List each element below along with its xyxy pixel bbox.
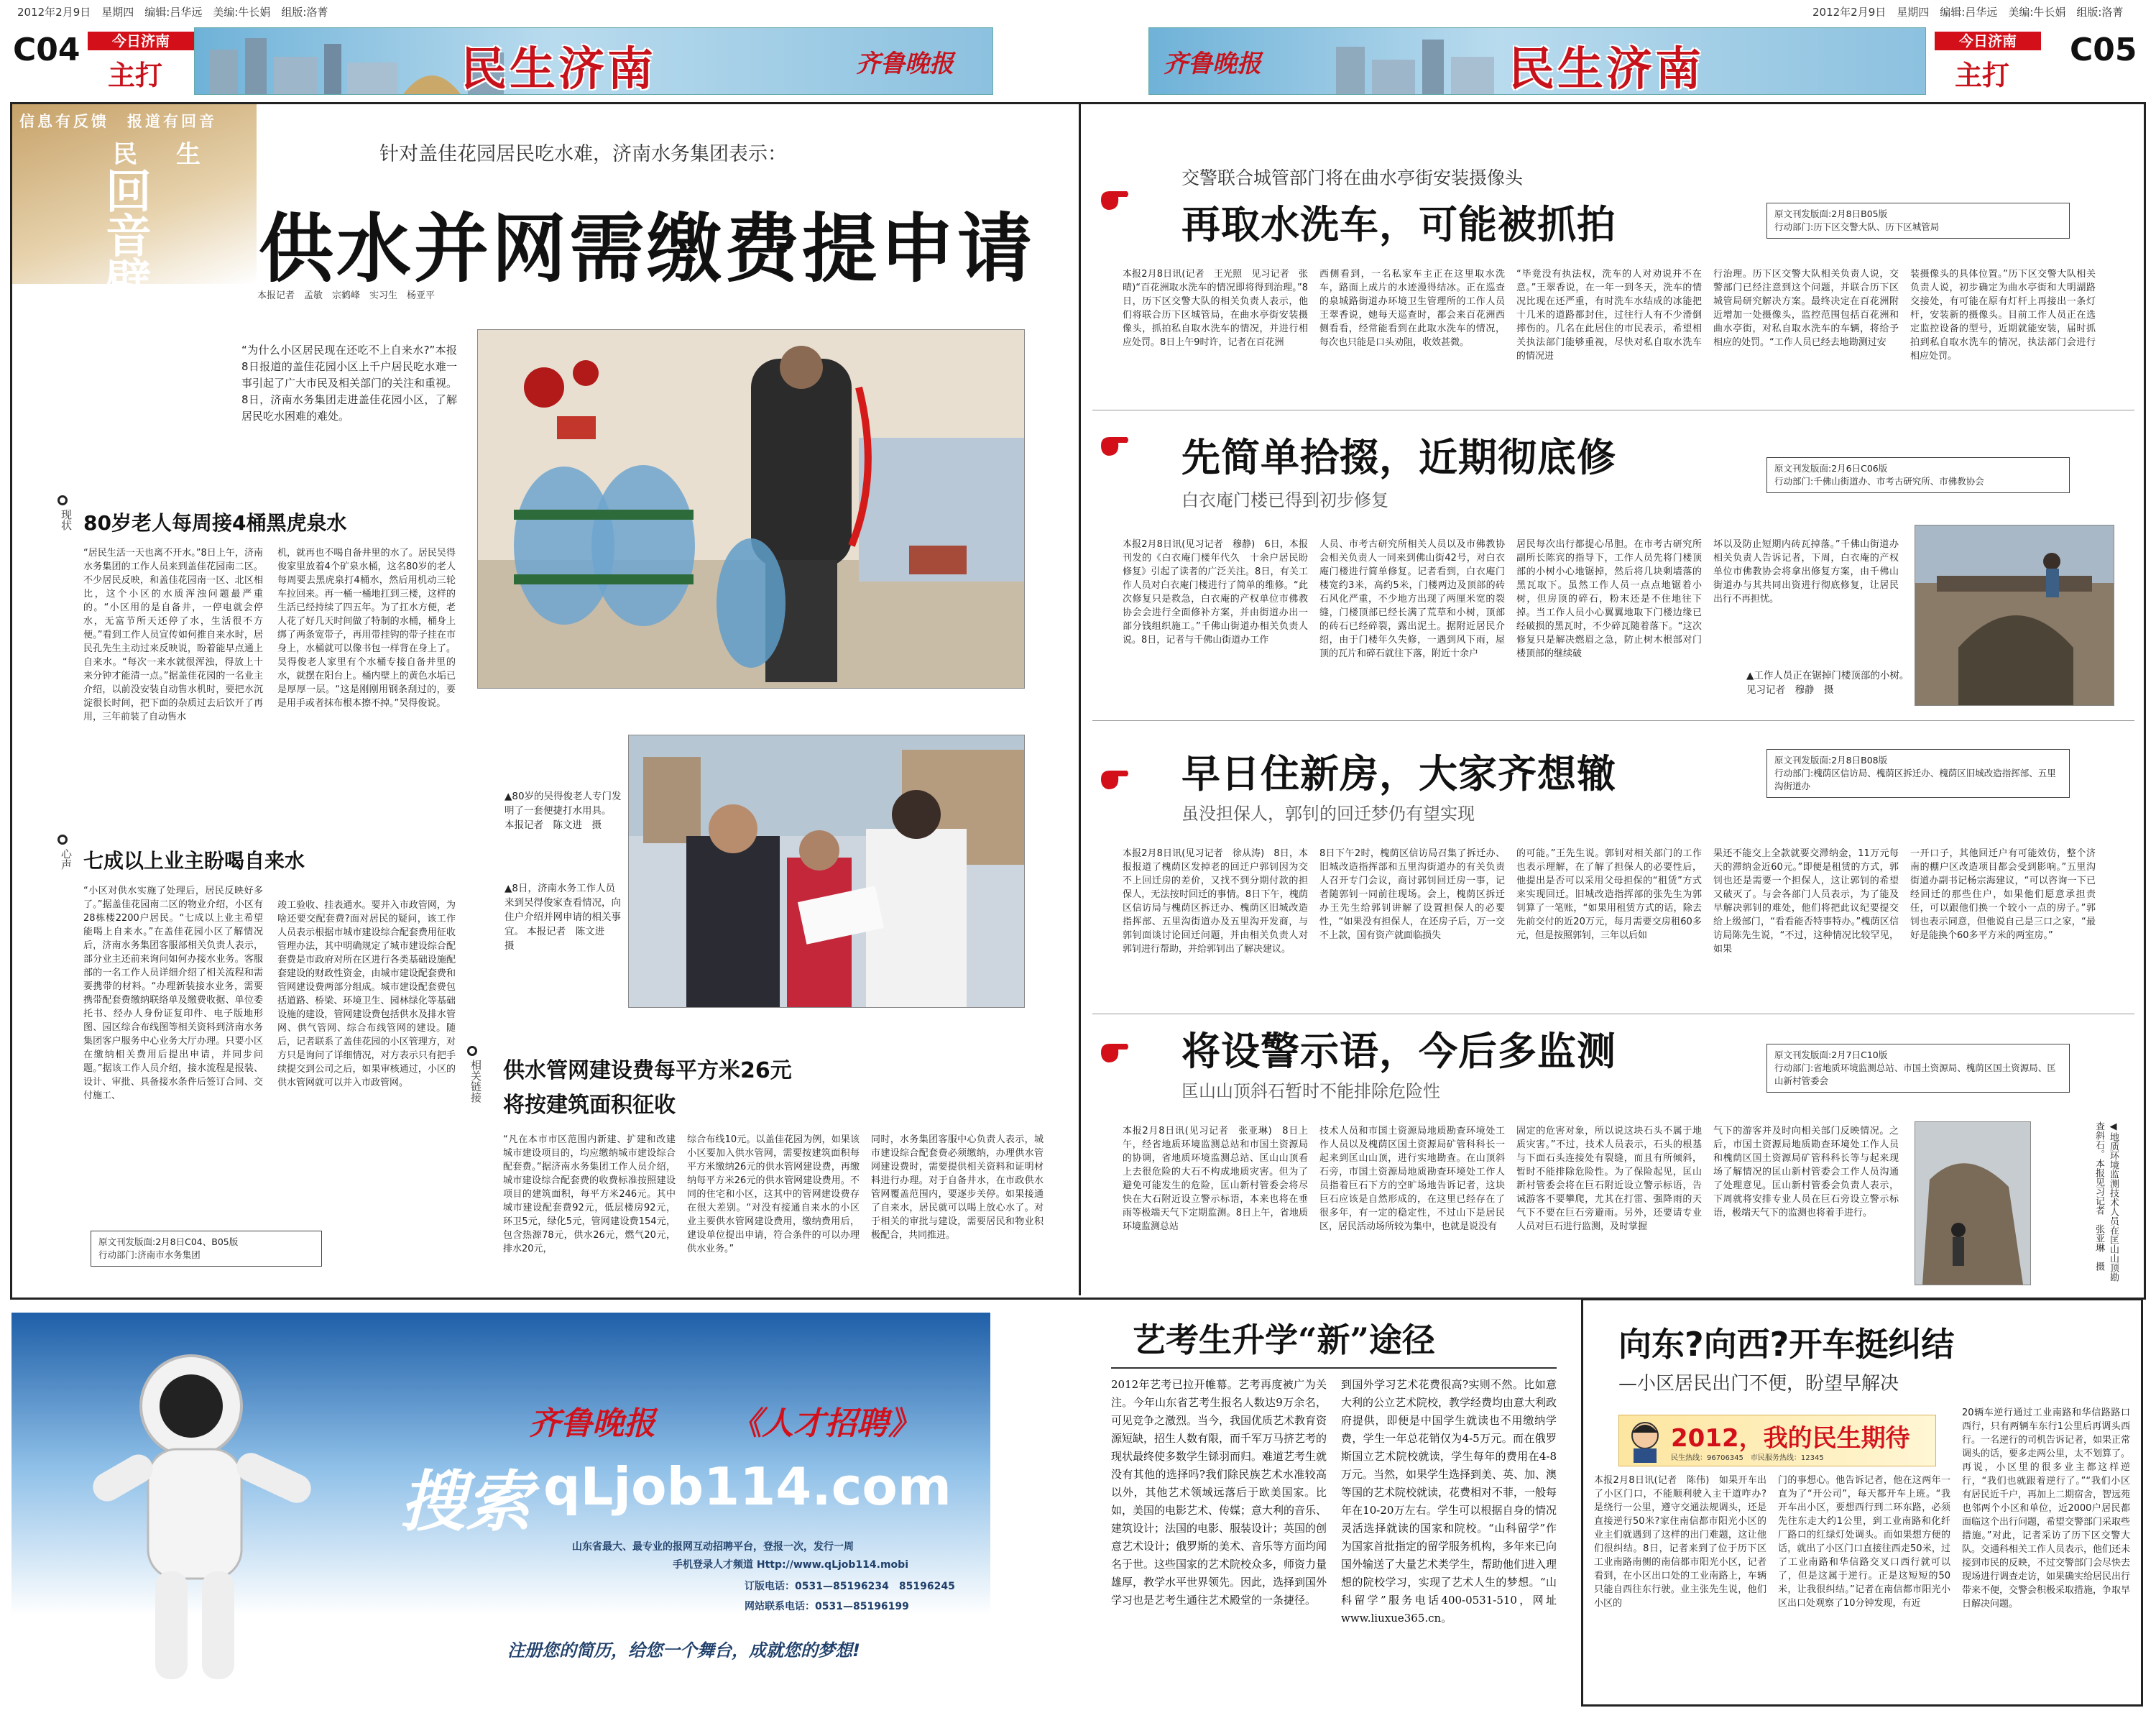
story-d-body-3: 固定的危害对象，所以说这块石头不属于地质灾害。”不过，技术人员表示，石头的根基与下面石头连接处有裂缝，而且有所倾斜，暂时不能排除危险性。为了保险起见，匡山新村管委会将在巨石附近设立警示标语，告诫游客不要攀爬，尤其在打雷、强降雨的天气下不要在巨石旁避雨。另外，还要请专业人员对巨石进行监测，及时掌握	[1516, 1126, 1702, 1232]
story-d-body-1: 本报2月8日讯(见习记者 张亚琳) 8日上午，经省地质环境监测总站和市国土资源局的协调，省地质环境监测总站、匡山山顶看上去很危险的大石不构成地质灾害。但为了避免可能发生的危险，匡山新村管委会将尽快在大石附近设立警示标语，本来也将在垂雨等极端天气下定期监测。8日上午，省地质环境监测总站	[1123, 1126, 1308, 1232]
story-b-body-1: 本报2月8日讯(见习记者 穆静) 6日，本报刊发的《白衣庵门楼年代久 十余户居民盼修复》引起了读者的广泛关注。8日，有关工作人员对白衣庵门楼进行了简单的维修。“此次修复只是救急，白衣庵的产权单位市佛教协会会进行全面修补方案，并由街道办出一部分钱组织施工。”千佛山街道办相关负责人说。8日，记者与千佛山街道办工作	[1123, 539, 1308, 646]
lead-byline: 本报记者 孟敏 宗鹤峰 实习生 杨亚平	[257, 290, 436, 301]
left-section-tag: 今日济南	[88, 32, 194, 50]
story-c-body-4: 果还不能交上全款就要交滞纳金，11万元每天的滞纳金近60元。”即便是租赁的方式，郭钊也还是需要一个担保人，这让郭钊的希望又破灭了。与会各部门人员表示，为了能及早解决郭钊的难处，他们将把此议纪要提交给上级部门，“看看能否特事特办。”槐荫区信访局陈先生说，“不过，这种情况比较罕见，如果	[1713, 848, 1899, 955]
story-c-source: 原文刊发版面:2月8日B08版 行动部门:槐荫区信访局、槐荫区拆迁办、槐荫区旧城改造指挥部、五里沟街道办	[1766, 749, 2070, 798]
gate-repair-photo	[1915, 525, 2114, 705]
story-c-body-2: 8日下午2时，槐荫区信访局召集了拆迁办、旧城改造指挥部和五里沟街道办的有关负责人召开专门会议，商讨郭钊回迁房一事，记者随郭钊一同前往现场。会上，槐荫区拆迁办王先生给郭钊讲解了设置担保人的必要性，“如果没有担保人，在还房子后，万一交不上款，国有资产就面临损失	[1319, 848, 1505, 941]
section1-body-b: 机，就再也不喝自备井里的水了。居民吴得俊家里放着4个矿泉水桶，这名80岁的老人每周要去黑虎泉打4桶水，然后用机动三轮车拉回来。再一桶一桶地扛到三楼，这样的生活已经持续了四五年。为了扛水方便，老人花了好几天时间做了特制的水桶，桶身上绑了两条宽带子，再用带挂钩的带子挂在市身上，水桶就可以像书包一样背在身上了。吴得俊老人家里有个水桶专接自备井里的水，就摆在阳台上。桶内壁上的黄色水垢已是厚厚一层。“这是刚刚用钢条刮过的，要是用手或者抹布根本擦不掉。”吴得俊说。	[277, 548, 456, 709]
story-d-body-4: 气下的游客并及时向相关部门反映情况。之后，市国土资源局地质勘查环境处工作人员和槐荫区国土资源局矿管科科长等与起来现场了解情况的匡山新村管委会工作人员沟通了处理意见。匡山新村管委会负责人表示，下周就将安排专业人员在巨石旁设立警示标语，极端天气下的监测也将着手进行。	[1713, 1126, 1899, 1218]
left-zhuda: 主打	[108, 60, 163, 91]
lead-source-box: 原文刊发版面:2月8日C04、B05版 行动部门:济南市水务集团	[91, 1231, 322, 1267]
right-logo: 齐鲁晚报	[1164, 50, 1261, 78]
section2-title: 七成以上业主盼喝自来水	[83, 849, 305, 873]
story-e-headline: 艺考生升学“新”途径	[1133, 1321, 1435, 1359]
column-title-a: 民 生	[113, 140, 208, 169]
ad-brand-sub: 《人才招聘》	[730, 1405, 920, 1442]
story-f-badge	[1618, 1415, 1936, 1466]
story-f-body-2: 门的事想心。他告诉记者，他在这两年一直为了“开公司”，每天都开车上班。“我开车出小区，要想西行到二环东路，必须先往东走大约1公里，到工业南路和化纤厂路口的红绿灯处调头。而如果想方便的话，就出了小区门口直接往西走50米，过了工业南路和华信路交叉口西行就可以了，但是这属于逆行。正是这短短的50米，让我很纠结。”记者在南信都市阳光小区出口处观察了10分钟发现，有近	[1778, 1475, 1950, 1609]
lead-kicker: 针对盖佳花园居民吃水难，济南水务集团表示：	[379, 143, 787, 165]
story-f-headline: 向东?向西?开车挺纠结	[1618, 1325, 1955, 1364]
ad-domain[interactable]: qLjob114.com	[543, 1456, 952, 1517]
recruit-ad[interactable]	[11, 1313, 990, 1701]
left-logo: 齐鲁晚报	[856, 50, 954, 78]
story-b-body-2: 人员、市考古研究所相关人员以及市佛教协会相关负责人一同来到佛山街42号，对白衣庵门楼进行简单修复。记者看到，白衣庵门楼宽约3米，高约5米，门楼两边及顶部的砖石风化严重，不少地方出现了两厘米宽的裂缝，门楼顶部已经长满了荒草和小树，顶部的砖石已经碎裂，露出泥土。据附近居民介绍，由于门楼年久失修，一遇到风下雨，屋顶的瓦片和碎石就往下落，附近十余户	[1319, 539, 1505, 659]
right-page-number: C05	[2070, 32, 2137, 68]
photo1-caption: ▲80岁的吴得俊老人专门发明了一套便捷打水用具。 本报记者 陈文进 摄	[505, 791, 622, 831]
story-a-body-5: 装摄像头的具体位置。”历下区交警大队相关负责人说，初步确定为曲水亭街和大明湖路交接处，有可能在原有灯杆上再接出一条灯杆，安装新的摄像头。目前工作人员正在选定监控设备的型号，近期就能安装，届时抓拍到私自取水洗车的情况，执法部门会进行相应处罚。	[1910, 269, 2096, 362]
story-a-source: 原文刊发版面:2月8日B05版 行动部门:历下区交警大队、历下区城管局	[1766, 203, 2070, 239]
left-page-number: C04	[13, 32, 80, 68]
section1-marker	[57, 495, 68, 508]
story-d-headline: 将设警示语，今后多监测	[1181, 1029, 1616, 1074]
page-gutter	[1079, 104, 1081, 1295]
story-a-body-4: 行治理。历下区交警大队相关负责人说，交警部门已经注意到这个问题，并联合历下区城管局研究解决方案。最终决定在百花洲附近增加一处摄像头，监控范围包括百花洲和曲水亭街，对私自取水洗车的车辆，将给予相应的处罚。“工作人员已经去地勘测过安	[1713, 269, 1899, 348]
story-e-col-1: 2012年艺考已拉开帷幕。艺考再度被广为关注。今年山东省艺考生报名人数达9万余名，可见竞争之激烈。当今，我国优质艺术教育资源短缺，招生人数有限，而千军万马挤艺考的现状最终使多数学生铩羽而归。难道艺考生就没有其他的选择吗?我们除民族艺术水准较高以外，其他艺术领域远落后于欧美国家。比如，美国的电影艺术、传媒；意大利的音乐、建筑设计；法国的电影、服装设计；英国的创意艺术设计；俄罗斯的美术、音乐等方面均闻名于世。这些国家的艺术院校众多，师资力量雄厚，教学水平世界领先。因此，选择到国外学习也是艺考生通往艺术殿堂的一条捷径。	[1111, 1378, 1327, 1607]
right-header-meta: 2012年2月9日 星期四 编辑:吕华远 美编:牛长娟 组版:洛菁	[1812, 6, 2124, 19]
section1-title: 80岁老人每周接4桶黑虎泉水	[83, 511, 347, 535]
ad-line-1: 山东省最大、最专业的报网互动招聘平台，登报一次，发行一周	[572, 1541, 854, 1553]
astronaut-graphic	[11, 1313, 414, 1701]
story-c-body-3: 的可能。”王先生说。郭钊对相关部门的工作也表示理解，在了解了担保人的必要性后，他提出是否可以采用父母担保的“租赁”方式来实现回迁。旧城改造指挥部的张先生为郭钊算了一笔账，“如果用租赁方式的话，除去先前交付的近20万元，每月需要交房租60多元，但是按照郭钊，三年以后如	[1516, 848, 1702, 941]
related-body-c: 同时，水务集团客服中心负责人表示，城市建设综合配套费必须缴纳，办理供水管网建设费时，需要提供相关资料和证明材料进行办理。对于自备井水，在市政供水管网覆盖范围内，要逐步关停。如果接通了自来水，居民就可以喝上放心水了。对于相关的审批与建设，需要居民和物业积极配合，共同推进。	[871, 1134, 1044, 1241]
skyline-graphic-right	[1329, 28, 1501, 94]
related-label: 相关链接	[469, 1060, 482, 1103]
art-exam-article	[1111, 1308, 1565, 1696]
story-b-subhead: 白衣庵门楼已得到初步修复	[1181, 490, 1388, 510]
story-d-photo	[1915, 1121, 2031, 1285]
mountain-rock-photo	[1915, 1122, 2030, 1285]
related-body-a: “凡在本市市区范围内新建、扩建和改建城市建设项目的，均应缴纳城市建设综合配套费。”据济南水务集团工作人员介绍，城市建设综合配套费的收费标准按照建设项目的建筑面积，每平方米246元。其中城市建设配套费92元，低层楼房92元，环卫5元，绿化5元，管网建设费154元，包含热源78元，供水26元，燃气20元，排水20元，	[503, 1134, 676, 1254]
story-a-body-3: “毕竟没有执法权，洗车的人对劝说并不在意。”王翠香说，在一年一到冬天，洗车的情况比现在还严重，有时洗车水结成的冰能把十几米的道路都封住，过往行人有不少滑倒摔伤的。几名在此居住的市民表示，希望相关执法部门能够重视，尽快对私自取水洗车的情况进	[1516, 269, 1702, 362]
left-banner-title: 民生济南	[461, 42, 656, 96]
lead-photo-1	[477, 329, 1025, 689]
divider	[1111, 1367, 1557, 1369]
story-f-badge-title: 2012，我的民生期待	[1671, 1424, 1910, 1453]
ad-line-4: 网站联系电话：0531—85196199	[745, 1601, 909, 1612]
bullet-icon	[467, 1046, 477, 1056]
lead-headline: 供水并网需缴费提申请	[259, 205, 1036, 293]
story-f-badge-phone: 民生热线：96706345 市民服务热线：12345	[1671, 1454, 1824, 1462]
related-title-b: 将按建筑面积征收	[503, 1093, 676, 1118]
story-a-body-1: 本报2月8日讯(记者 王光照 见习记者 张晴)“百花洲取水洗车的情况即将得到治理。”8日，历下区交警大队的相关负责人表示，他们将联合历下区城管局，在曲水亭街安装摄像头，抓拍私自取水洗车的情况，并进行相应处罚。8日上午9时许，记者在百花洲	[1123, 269, 1308, 348]
pointing-hand-icon	[1098, 1038, 1131, 1067]
story-f-body-1: 本报2月8日讯(记者 陈伟) 如果开车出了小区门口，不能顺利驶入主干道咋办?是绕行一公里，遵守交通法规调头，还是直接逆行50米?家住南信都市阳光小区的业主们就遇到了这样的出门难题，这让他们很纠结。8日，记者来到了位于历下区工业南路南侧的南信都市阳光小区，记者看到，在小区出口处的工业南路上，车辆只能自西往东行驶。业主张先生说，他们小区的	[1594, 1475, 1766, 1609]
story-a-body-2: 西侧看到，一名私家车主正在这里取水洗车，路面上成片的水迹漫得结冰。正在巡查的泉城路街道办环境卫生管理所的工作人员王翠香说，她每天巡查时，都会来百花洲西侧看看，经常能看到在此取水洗车的情况，每次也只能是口头劝阻，收效甚微。	[1319, 269, 1505, 348]
section1-body-a: “居民生活一天也离不开水。”8日上午，济南水务集团的工作人员来到盖佳花园南二区。不少居民反映，和盖佳花园南一区、北区相比，这个小区的水质浑浊问题最严重的。“小区用的是自备井，一停电就会停水，无富节所天还停了水，生活很不方便。”看到工作人员宣传如何推自来水时，居民孔先生主动过来反映说，盼着能早点通上自来水。“每次一来水就很浑浊，得放上十来分钟才能清一点。”据盖佳花园的一名业主介绍，以前没安装自动售水机时，要把水沉淀很长时间，把下面的杂质过去后饮开了再用，三年前装了自动售水	[83, 548, 263, 722]
right-zhuda: 主打	[1955, 60, 2010, 91]
lead-photo-2	[628, 735, 1025, 1008]
story-b-photo	[1915, 525, 2114, 706]
section2-body-b: 竣工验收、挂表通水。要并入市政管网，为啥还要交配套费?面对居民的疑问，该工作人员表示根据市城市建设综合配套费用征收管理办法，其中明确规定了城市建设综合配套费是市政府对所在区进行各类基础设施配套建设的财政性资金，由城市建设配套费和管网建设费两部分组成。城市建设配套费包括道路、桥梁、环境卫生、园林绿化等基础设施的建设，管网建设费包括供水及排水管网、供气管网、综合布线管网的建设。随后，记者联系了盖佳花园的小区管理方，对方只是询问了详细情况，对方表示只有把手续提交到公司之后，如果审核通过，小区的供水管网就可以并入市政管网。	[277, 900, 456, 1088]
left-header-meta: 2012年2月9日 星期四 编辑:吕华远 美编:牛长娟 组版:洛菁	[17, 6, 328, 19]
ad-line-3: 订版电话：0531—85196234 85196245	[745, 1581, 955, 1592]
pointing-hand-icon	[1098, 185, 1131, 214]
story-b-source: 原文刊发版面:2月6日C06版 行动部门:千佛山街道办、市考古研究所、市佛教协会	[1766, 457, 2070, 493]
related-title-a: 供水管网建设费每平方米26元	[503, 1058, 792, 1083]
story-b-caption: ▲工作人员正在锯掉门楼顶部的小树。 见习记者 穆静 摄	[1746, 670, 1915, 696]
right-banner-title: 民生济南	[1508, 42, 1704, 96]
related-body-b: 综合布线10元。以盖佳花园为例，如果该小区要加入供水管网，需要按建筑面积每平方米缴纳26元的供水管网建设费，再缴纳每平方米26元的供水管网建设费用。不同的住宅和小区，这其中的管网建设费存在很大差别。“对没有接通自来水的小区业主要供水管网建设费用，缴纳费用后，建设单位提出申请，符合条件的可以办理供水业务。”	[687, 1134, 860, 1254]
bullet-icon	[57, 495, 68, 505]
story-c-body-5: 一开口子，其他回迁户有可能效仿，整个济南的棚户区改造项目都会受到影响。”五里沟街道办副书记杨宗海建议，“可以咨询一下已经回迁的那些住户，如果他们愿意承担责任，可以跟他们换一个较小一点的房子。”郭钊也表示同意，但他说自己是三口之家，“最好是能换个60多平方米的两室房。”	[1910, 848, 2096, 941]
divider	[1092, 720, 2134, 721]
story-b-body-3: 居民每次出行都提心吊胆。在市考古研究所副所长陈宾的指导下，工作人员先将门楼顶部的小树小心地锯掉，然后将几块剩墙落的黑瓦取下。虽然工作人员一点点地锯着小树，但房顶的碎石，粉末还是不住地往下掉。当工作人员小心翼翼地取下门楼边缘已经破损的黑瓦时，不少碎瓦随着落下。“这次修复只是解决燃眉之急，防止树木根部对门楼顶部的继续破	[1516, 539, 1702, 659]
story-f-subhead: —小区居民出门不便，盼望早解决	[1618, 1373, 1899, 1395]
ad-line-2: 手机登录人才频道 Http://www.qLjob114.mobi	[673, 1559, 908, 1571]
story-c-headline: 早日住新房，大家齐想辙	[1181, 751, 1616, 796]
story-d-subhead: 匡山山顶斜石暂时不能排除危险性	[1181, 1081, 1440, 1101]
story-b-headline: 先简单拾掇，近期彻底修	[1181, 435, 1616, 480]
column-header-block	[12, 104, 257, 308]
lead-intro: “为什么小区居民现在还吃不上自来水?”本报8日报道的盖佳花园小区上千户居民吃水难一事引起了广大市民及相关部门的关注和重视。8日，济南水务集团走进盖佳花园小区，了解居民吃水困难的难处。	[241, 344, 457, 423]
photo2-caption: ▲8日，济南水务工作人员来到吴得俊家查看情况，向住户介绍并网申请的相关事宜。 本报记者 陈文进 摄	[505, 883, 621, 952]
right-section-tag: 今日济南	[1935, 32, 2041, 50]
story-b-body-4: 坏以及防止短期内砖瓦掉落。”千佛山街道办相关负责人告诉记者，下周，白衣庵的产权单位市佛教协会将拿出修复方案，由千佛山街道办与其共同出资进行彻底修复，让居民出行不再担忧。	[1713, 539, 1899, 605]
right-banner	[1148, 27, 1926, 95]
story-f-body-3: 20辆车逆行通过工业南路和华信路路口西行，只有两辆车东行1公里后再调头西行。一名逆行的司机告诉记者，如果正常调头的话，要多走两公里，太不划算了。再说，小区里的很多业主都这样逆行，“我们也就跟着逆行了。”“我们小区有居民近千户，再加上二期宿舍，智远苑也邻两个小区和单位，近2000户居民都面临这个出行问题，希望交警部门采取些措施。”对此，记者采访了历下区交警大队。交通科相关工作人员表示，他们还未接到市民的反映，不过交警部门会尽快去现场进行调查走访，如果确实给居民出行带来不便，交警会积极采取措施，争取早日解决问题。	[1962, 1407, 2130, 1609]
visit-photo	[629, 735, 1024, 1007]
section2-label: 心声	[60, 848, 73, 870]
story-d-body-2: 技术人员和市国土资源局地质勘查环境处工作人员以及槐荫区国土资源局矿管科科长一起来到匡山山顶，进行实地勘查。在山顶斜石旁，市国土资源局地质勘查环境处工作人员指着巨石下方的空旷场地告诉记者，这块巨石应该是自然形成的，在这里已经存在了很多年，有一定的稳定性，不过山下是居民区，居民活动场所较为集中，也就是说没有	[1319, 1126, 1505, 1232]
related-marker	[467, 1045, 477, 1059]
section1-label: 现状	[60, 509, 73, 531]
column-slogan: 信息有反馈 报道有回音	[19, 113, 217, 130]
section2-marker	[57, 834, 68, 848]
story-c-subhead: 虽没担保人，郭钊的回迁梦仍有望实现	[1181, 804, 1475, 824]
portrait-icon	[1623, 1418, 1667, 1463]
story-e-col-2: 到国外学习艺术花费很高?实则不然。比如意大利的公立艺术院校，教学经费均由意大利政府提供，即便是中国学生就读也不用缴纳学费，学生一年总花销仅为4-5万元。而在俄罗斯国立艺术院校就读，学生每年的费用在4-8万元。当然，如果学生选择到美、英、加、澳等国的艺术院校就读，花费相对不菲，一般每年在10-20万左右。学生可以根据自身的情况灵活选择就读的国家和院校。“山科留学”作为国家首批指定的留学服务机构，多年来已向国外输送了大量艺术类学生，帮助他们进入理想的院校学习，实现了艺术人生的梦想。“山科留学”服务电话400-0531-510，网址www.liuxue365.cn。	[1341, 1378, 1557, 1625]
pointing-hand-icon	[1098, 765, 1131, 794]
story-d-caption: ◀地质环境监测技术人员在匡山山顶勘查斜石。本报见习记者 张亚琳 摄	[2093, 1121, 2119, 1282]
ad-search-label: 搜索	[400, 1464, 533, 1540]
ad-brand: 齐鲁晚报	[529, 1405, 655, 1442]
left-banner	[194, 27, 993, 95]
story-c-body-1: 本报2月8日讯(见习记者 徐从涛) 8日，本报报道了槐荫区发掉老的回迁户郭钊因为交不上回迁房的差价，又找不到分期付款的担保人，无法按时回迁的事情。8日下午，槐荫区信访局与槐荫区拆迁办、槐荫区旧城改造指挥部、五里沟街道办及五里沟开发商，与郭钊面谈讨论回迁问题，并由相关负责人对郭钊进行帮助，并给郭钊出了解决建议。	[1123, 848, 1308, 955]
story-a-kicker: 交警联合城管部门将在曲水亭街安装摄像头	[1181, 167, 1524, 188]
column-title-b: 回音壁	[106, 166, 152, 308]
section2-body-a: “小区对供水实施了处理后，居民反映好多了。”据盖佳花园南二区的物业介绍，小区有28栋楼2200户居民。“七成以上业主希望能喝上自来水。”在盖佳花园小区了解情况后，济南水务集团客服部相关负责人表示，部分业主还前来询问如何办接水业务。客服部的一名工作人员详细介绍了相关流程和需要携带的材料。“办理新装接水业务，需要携带配套费缴纳联络单及缴费收据、单位委托书、经办人身份证复印件、电子版地形图、园区综合布线图等相关资料到济南水务集团客户服务中心业务大厅办理。只要小区在缴纳相关费用后提出申请，并同步问题。”据该工作人员介绍，接水流程是报装、设计、审批、具备接水条件后签订合同、交付施工、	[83, 886, 263, 1101]
pointing-hand-icon	[1098, 431, 1131, 460]
bullet-icon	[57, 835, 68, 845]
story-d-source: 原文刊发版面:2月7日C10版 行动部门:省地质环境监测总站、市国土资源局、槐荫区国土资源局、匡山新村管委会	[1766, 1044, 2070, 1093]
ad-slogan: 注册您的简历，给您一个舞台，成就您的梦想!	[507, 1640, 860, 1661]
story-a-headline: 再取水洗车，可能被抓拍	[1181, 202, 1616, 247]
water-bottle-photo	[478, 330, 1024, 688]
